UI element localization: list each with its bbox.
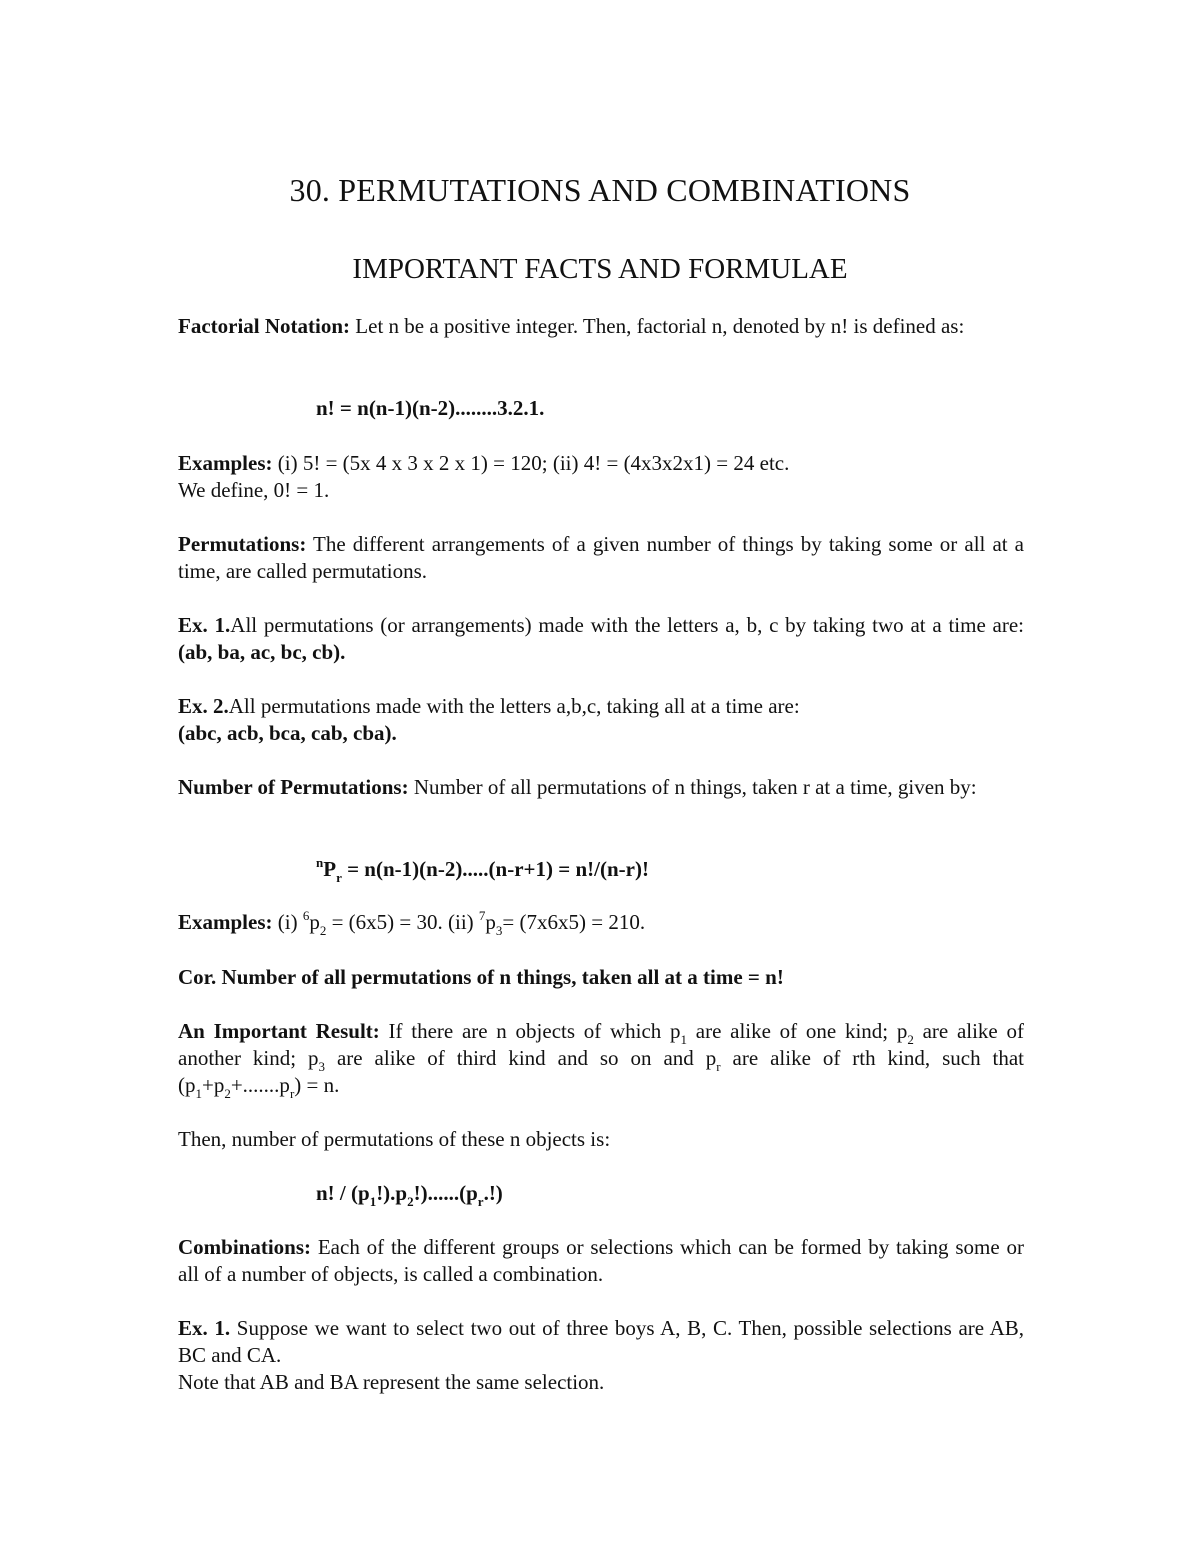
important-t4: are alike of third kind and so on and p [325,1046,717,1070]
important-t2: are alike of one kind; p [687,1019,908,1043]
important-t6: +p [202,1073,225,1097]
examples2-part2: = (6x5) = 30. (ii) [326,910,479,934]
examples2-label: Examples: [178,910,273,934]
important-t8: ) = n. [294,1073,340,1097]
objects-d: .!) [483,1181,503,1205]
examples2-sup1: 6 [302,908,310,923]
important-result-paragraph [178,1018,1024,1102]
important-t3: are alike of another kind; p [178,1019,1024,1070]
npr-p: P [323,857,337,881]
factorial-text: Let n be a positive integer. Then, factorial n, denoted by n! is defined as: [350,314,965,338]
permutations-text: The different arrangements of a given number of things by taking some or all at a time, are called permutations. [178,532,1024,583]
objects-s2: 2 [407,1194,414,1210]
important-label: An Important Result: [178,1019,380,1043]
ex1-label: Ex. 1. [178,613,231,637]
permutation-example-2 [178,693,1024,747]
examples2-p2: p [485,910,496,934]
objects-b: !).p [376,1181,408,1205]
ex2-result: (abc, acb, bca, cab, cba). [178,721,397,745]
factorial-formula: n! = n(n-1)(n-2)........3.2.1. [316,396,545,420]
examples2-part1: (i) [272,910,303,934]
important-s3: 3 [318,1059,326,1075]
section-subtitle: IMPORTANT FACTS AND FORMULAE [352,253,848,285]
corollary [178,964,1024,991]
objects-a: n! / (p [316,1181,370,1205]
num-perm-label: Number of Permutations: [178,775,409,799]
combination-example-1 [178,1315,1024,1369]
npr-formula [316,855,649,886]
important-s1: 1 [680,1032,688,1048]
examples-label: Examples: [178,451,273,475]
ex1-text: All permutations (or arrangements) made with the letters a, b, c by taking two at a time are: [230,613,1024,637]
ex2-text: All permutations made with the letters a,b,c, taking all at a time are: [228,694,800,718]
permutations-label: Permutations: [178,532,307,556]
examples-text: (i) 5! = (5x 4 x 3 x 2 x 1) = 120; (ii) 4! = (4x3x2x1) = 24 etc. [272,451,790,475]
num-perm-text: Number of all permutations of n things, taken r at a time, given by: [408,775,977,799]
objects-formula [316,1180,503,1210]
ex1-result: (ab, ba, ac, bc, cb). [178,640,346,664]
cex1-text: Suppose we want to select two out of three boys A, B, C. Then, possible selections are AB, BC and CA. [178,1316,1025,1367]
important-t5: are alike of rth kind, such that (p [178,1046,1024,1097]
examples2-p1: p [309,910,320,934]
factorial-notation-paragraph [178,313,1024,340]
objects-c: !)......(p [413,1181,478,1205]
important-s5: 1 [195,1086,202,1102]
number-of-permutations-paragraph [178,774,1024,801]
important-s4: r [716,1059,721,1075]
objects-s3: r [477,1194,484,1210]
npr-rest: = n(n-1)(n-2).....(n-r+1) = n!/(n-r)! [341,857,649,881]
npr-sub: r [336,870,342,886]
factorial-label: Factorial Notation: [178,314,351,338]
objects-s1: 1 [369,1194,377,1210]
examples-paragraph-2 [178,908,1024,939]
combinations-paragraph [178,1234,1024,1288]
ex2-label: Ex. 2. [178,694,229,718]
permutations-paragraph [178,531,1024,585]
important-s7: r [289,1086,295,1102]
npr-sup: n [316,855,324,870]
combinations-label: Combinations: [178,1235,312,1259]
combinations-text: Each of the different groups or selections which can be formed by taking some or all of a number of objects, is called a combination. [178,1235,1024,1286]
examples2-sup2: 7 [478,908,486,923]
page-title: 30. PERMUTATIONS AND COMBINATIONS [289,172,911,208]
examples-paragraph-1 [178,450,1024,504]
cex1-label: Ex. 1. [178,1316,231,1340]
combination-note: Note that AB and BA represent the same selection. [178,1370,605,1394]
important-t1: If there are n objects of which p [379,1019,681,1043]
permutation-example-1 [178,612,1024,666]
important-t7: +.......p [230,1073,290,1097]
zero-factorial-definition: We define, 0! = 1. [178,478,330,502]
important-s2: 2 [907,1032,914,1048]
examples2-sub1: 2 [319,923,327,939]
important-s6: 2 [224,1086,231,1102]
examples2-sub2: 3 [495,923,503,939]
examples2-part3: = (7x6x5) = 210. [502,910,646,934]
corollary-text: Cor. Number of all permutations of n things, taken all at a time = n! [178,965,784,989]
then-text: Then, number of permutations of these n objects is: [178,1127,611,1151]
